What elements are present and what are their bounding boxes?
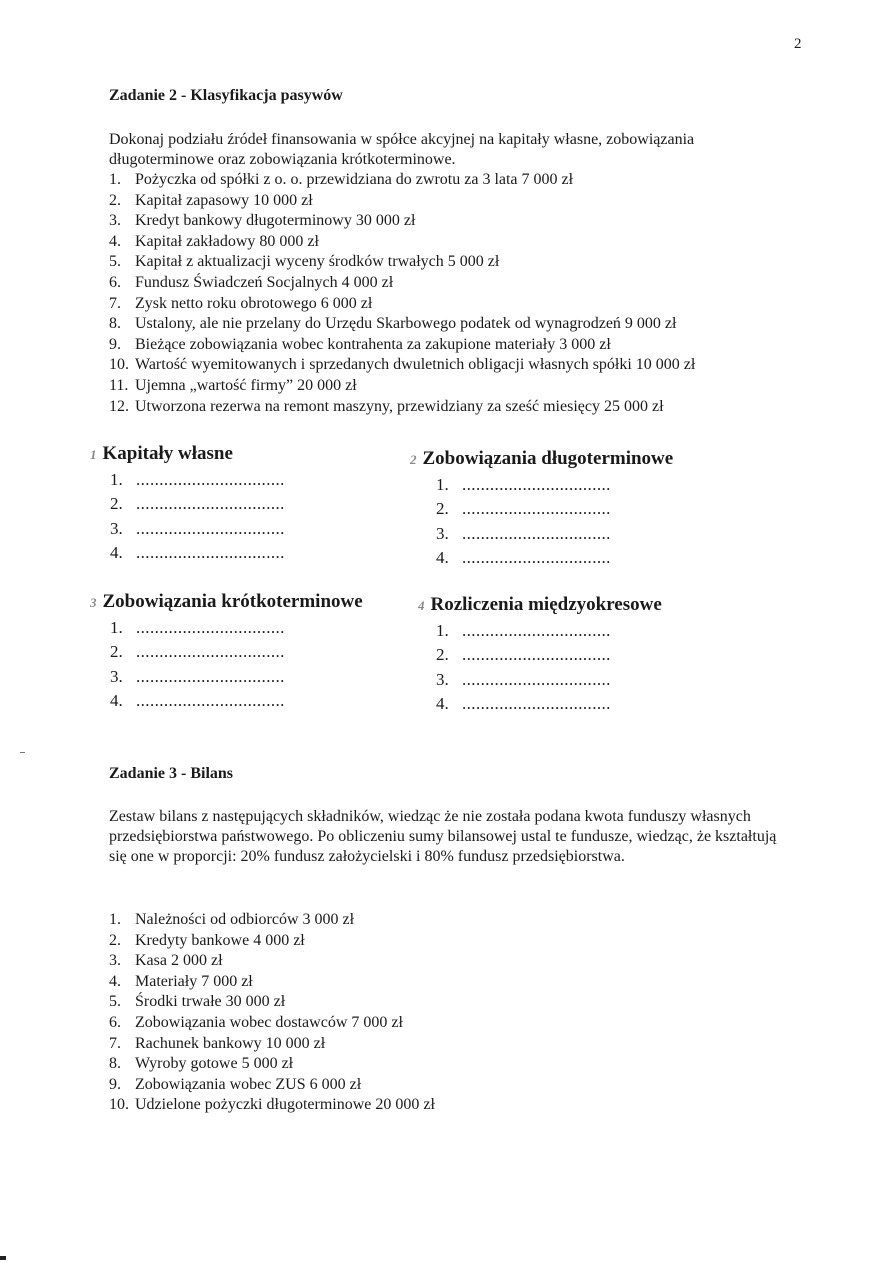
- task2-title: Zadanie 2 - Klasyfikacja pasywów: [109, 87, 343, 104]
- blank-line[interactable]: 2. ................................: [110, 494, 285, 514]
- blank-line[interactable]: 1. ................................: [110, 617, 285, 637]
- category-accruals: [418, 595, 662, 719]
- blank-line[interactable]: 1. ................................: [436, 474, 611, 494]
- task2-instruction: Dokonaj podziału źródeł finansowania w spółce akcyjnej na kapitały własne, zobowiązania długoterminowe oraz zobowiązania krótkoterminowe.: [109, 131, 695, 168]
- list-item: 8. Wyroby gotowe 5 000 zł: [109, 1055, 294, 1073]
- list-item: 8. Ustalony, ale nie przelany do Urzędu Skarbowego podatek od wynagrodzeń 9 000 zł: [109, 315, 677, 333]
- category-equity: [90, 444, 285, 568]
- blank-line[interactable]: 3. ................................: [110, 666, 285, 686]
- list-item: 6. Fundusz Świadczeń Socjalnych 4 000 zł: [109, 273, 394, 291]
- list-item: 1. Należności od odbiorców 3 000 zł: [109, 911, 355, 928]
- list-item: 3. Kredyt bankowy długoterminowy 30 000 zł: [109, 212, 416, 230]
- list-item: 12. Utworzona rezerwa na remont maszyny, przewidziany za sześć miesięcy 25 000 zł: [109, 397, 664, 415]
- task3-title: Zadanie 3 - Bilans: [109, 765, 234, 782]
- blank-line[interactable]: 4. ................................: [436, 548, 611, 568]
- list-item: 4. Materiały 7 000 zł: [109, 972, 253, 990]
- blank-line[interactable]: 4. ................................: [436, 694, 611, 714]
- blank-line[interactable]: 3. ................................: [110, 518, 285, 538]
- list-item: 4. Kapitał zakładowy 80 000 zł: [109, 232, 319, 250]
- blank-line[interactable]: 4. ................................: [110, 691, 285, 711]
- list-item: 1. Pożyczka od spółki z o. o. przewidziana do zwrotu za 3 lata 7 000 zł: [109, 171, 574, 188]
- list-item: 5. Środki trwałe 30 000 zł: [109, 993, 286, 1011]
- category-title: Kapitały własne: [102, 443, 233, 464]
- list-item: 10. Wartość wyemitowanych i sprzedanych dwuletnich obligacji własnych spółki 10 000 zł: [109, 356, 696, 374]
- task3-item-list: [109, 910, 435, 1116]
- list-item: 7. Rachunek bankowy 10 000 zł: [109, 1034, 326, 1052]
- category-title: Rozliczenia międzyokresowe: [430, 594, 662, 615]
- page-number: 2: [794, 36, 802, 52]
- blank-line[interactable]: 3. ................................: [436, 669, 611, 689]
- category-mark: 3: [90, 595, 97, 610]
- list-item: 11. Ujemna „wartość firmy” 20 000 zł: [109, 376, 357, 394]
- category-mark: 2: [410, 452, 417, 467]
- blank-line[interactable]: 2. ................................: [110, 642, 285, 662]
- list-item: 5. Kapitał z aktualizacji wyceny środków trwałych 5 000 zł: [109, 253, 500, 271]
- category-long-term-liabilities: [410, 449, 673, 573]
- scan-edge-mark: [0, 1256, 6, 1260]
- list-item: 3. Kasa 2 000 zł: [109, 952, 223, 970]
- list-item: 9. Bieżące zobowiązania wobec kontrahenta za zakupione materiały 3 000 zł: [109, 335, 611, 353]
- task2-item-list: [109, 170, 695, 417]
- category-mark: 4: [418, 598, 425, 613]
- task3-instruction: Zestaw bilans z następujących składników, wiedząc że nie została podana kwota funduszy własnych przedsiębiorstwa państwowego. Po obliczeniu sumy bilansowej ustal te fundusze, wiedząc, że kształtują się one w proporcji: 20% fundusz założycielski i 80% fundusz przedsiębiorstwa.: [109, 808, 777, 865]
- blank-line[interactable]: 2. ................................: [436, 499, 611, 519]
- blank-line[interactable]: 1. ................................: [110, 469, 285, 489]
- category-mark: 1: [90, 447, 97, 462]
- list-item: 2. Kredyty bankowe 4 000 zł: [109, 931, 305, 949]
- category-title: Zobowiązania krótkoterminowe: [102, 591, 363, 612]
- category-title: Zobowiązania długoterminowe: [422, 448, 674, 469]
- list-item: 10. Udzielone pożyczki długoterminowe 20 000 zł: [109, 1096, 435, 1114]
- blank-line[interactable]: 3. ................................: [436, 523, 611, 543]
- category-short-term-liabilities: [90, 592, 363, 716]
- list-item: 2. Kapitał zapasowy 10 000 zł: [109, 191, 313, 209]
- blank-line[interactable]: 1. ................................: [436, 620, 611, 640]
- margin-tick: [20, 752, 25, 753]
- blank-line[interactable]: 2. ................................: [436, 645, 611, 665]
- list-item: 9. Zobowiązania wobec ZUS 6 000 zł: [109, 1075, 362, 1093]
- blank-line[interactable]: 4. ................................: [110, 543, 285, 563]
- list-item: 6. Zobowiązania wobec dostawców 7 000 zł: [109, 1013, 403, 1031]
- list-item: 7. Zysk netto roku obrotowego 6 000 zł: [109, 294, 373, 312]
